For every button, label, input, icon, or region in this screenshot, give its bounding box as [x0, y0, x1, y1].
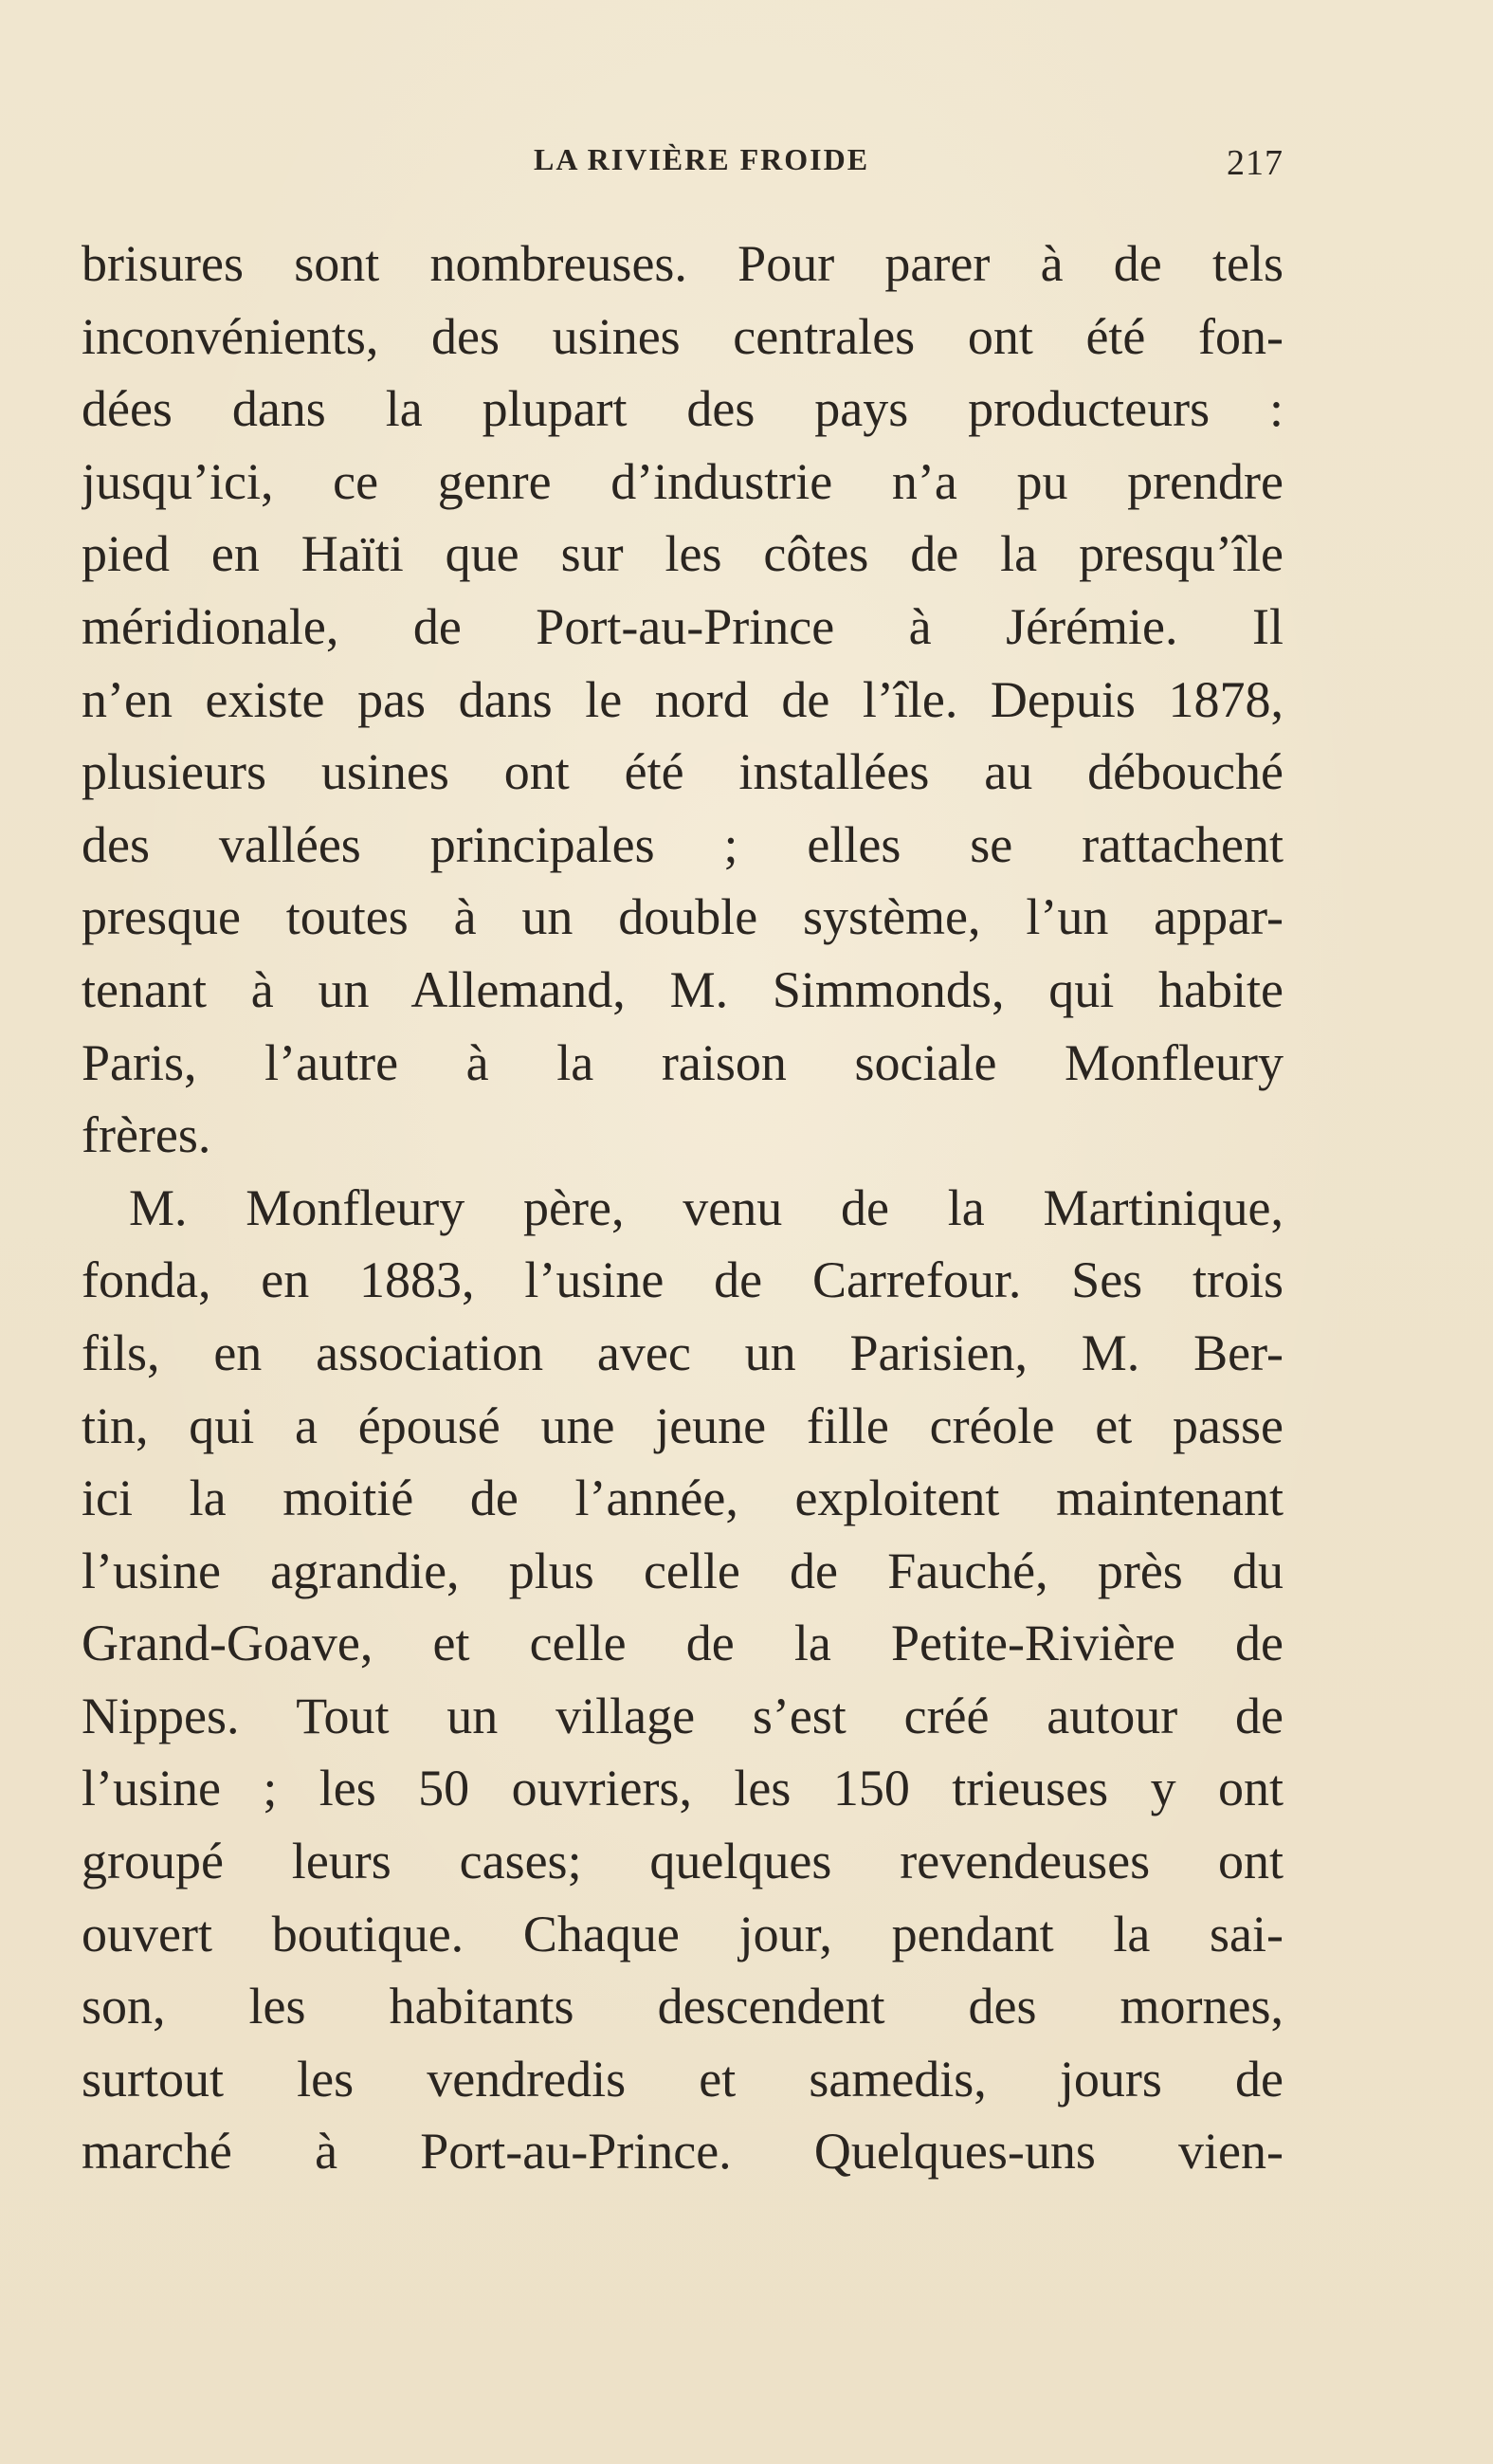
text-line: brisures sont nombreuses. Pour parer à de tels [82, 235, 1284, 292]
text-line: Grand-Goave, et celle de la Petite-Rivière de [82, 1615, 1284, 1672]
running-title: LA RIVIÈRE FROIDE [533, 142, 870, 176]
text-line: tin, qui a épousé une jeune fille créole et passe [82, 1396, 1284, 1454]
text-line: marché à Port-au-Prince. Quelques-uns vien- [82, 2123, 1284, 2181]
page-number: 217 [1227, 143, 1284, 183]
text-line: Paris, l’autre à la raison sociale Monfleury [82, 1033, 1284, 1091]
body-text [82, 228, 1284, 2188]
text-line: tenant à un Allemand, M. Simmonds, qui habite [82, 960, 1284, 1018]
text-line: jusqu’ici, ce genre d’industrie n’a pu prendre [82, 452, 1284, 510]
text-line: presque toutes à un double système, l’un appar- [82, 888, 1284, 946]
text-line: l’usine agrandie, plus celle de Fauché, près du [82, 1542, 1284, 1599]
text-line: inconvénients, des usines centrales ont été fon- [82, 307, 1284, 365]
text-line: ouvert boutique. Chaque jour, pendant la sai- [82, 1905, 1284, 1962]
text-line: pied en Haïti que sur les côtes de la presqu’île [82, 525, 1284, 583]
text-line: dées dans la plupart des pays producteurs : [82, 380, 1284, 438]
running-head [82, 142, 1284, 190]
text-line: fonda, en 1883, l’usine de Carrefour. Ses trois [82, 1251, 1284, 1309]
text-line: Nippes. Tout un village s’est créé autour de [82, 1687, 1284, 1744]
text-line: fils, en association avec un Parisien, M. Ber- [82, 1323, 1284, 1381]
text-line: méridionale, de Port-au-Prince à Jérémie. Il [82, 597, 1284, 655]
text-line: l’usine ; les 50 ouvriers, les 150 trieuses y ont [82, 1760, 1284, 1817]
text-line: n’en existe pas dans le nord de l’île. Depuis 1878, [82, 670, 1284, 728]
text-line: ici la moitié de l’année, exploitent maintenant [82, 1469, 1284, 1527]
text-line: des vallées principales ; elles se rattachent [82, 815, 1284, 873]
paragraph-start-line: M. Monfleury père, venu de la Martinique, [129, 1178, 1284, 1236]
text-line: surtout les vendredis et samedis, jours de [82, 2050, 1284, 2108]
text-line: groupé leurs cases; quelques revendeuses ont [82, 1833, 1284, 1890]
paragraph-end-line: frères. [82, 1106, 211, 1164]
text-line: son, les habitants descendent des mornes, [82, 1978, 1284, 2035]
text-line: plusieurs usines ont été installées au débouché [82, 743, 1284, 801]
